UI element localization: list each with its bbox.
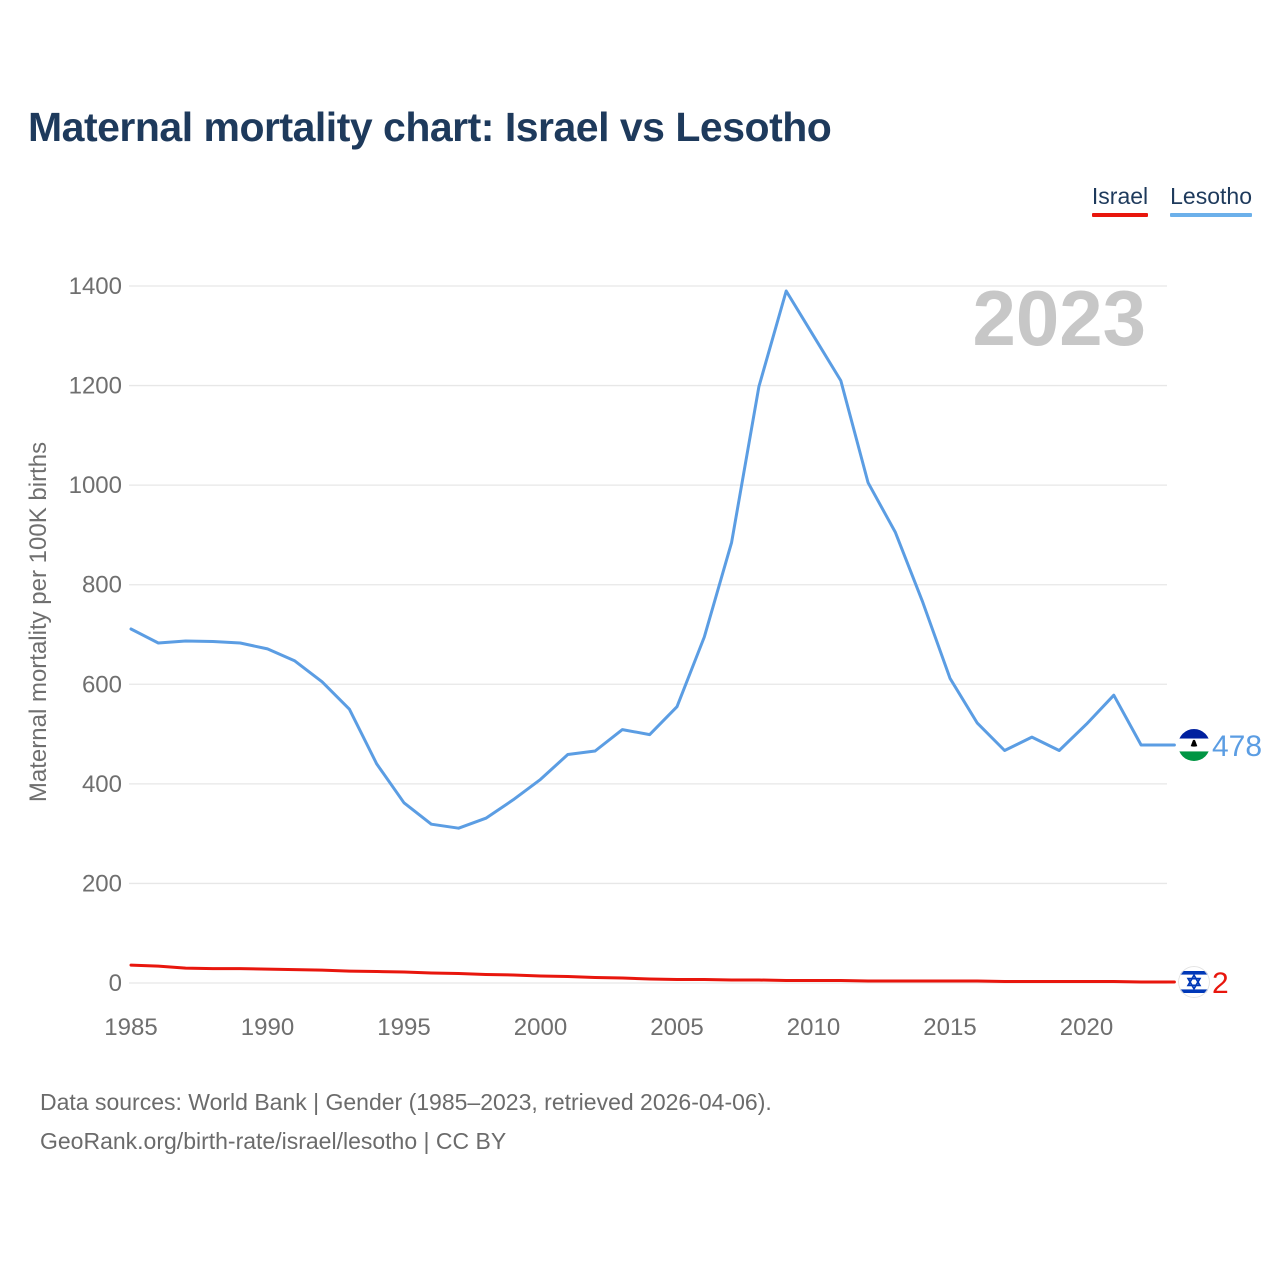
footer	[40, 1083, 772, 1161]
footer-attribution: GeoRank.org/birth-rate/israel/lesotho | CC BY	[40, 1128, 507, 1155]
y-tick-label: 600	[81, 671, 122, 699]
y-tick-label: 0	[108, 970, 122, 997]
y-tick-label: 400	[81, 770, 122, 798]
israel-flag-icon	[1178, 966, 1210, 998]
y-tick-label: 1200	[68, 372, 122, 400]
legend-label-lesotho: Lesotho	[1170, 183, 1252, 209]
x-tick-label: 1995	[377, 1014, 431, 1041]
x-tick-label: 2015	[923, 1014, 977, 1041]
y-tick-label: 1400	[68, 273, 122, 300]
x-tick-label: 2000	[513, 1014, 568, 1041]
footer-sources: Data sources: World Bank | Gender (1985–2023, retrieved 2026-04-06).	[40, 1089, 772, 1115]
x-tick-label: 2005	[650, 1014, 704, 1041]
x-tick-label: 2020	[1059, 1014, 1114, 1041]
y-tick-label: 200	[81, 870, 122, 898]
legend-label-israel: Israel	[1091, 183, 1149, 209]
x-tick-label: 2010	[786, 1014, 841, 1041]
y-axis-title: Maternal mortality per 100K births	[25, 441, 52, 803]
x-tick-label: 1985	[104, 1014, 158, 1041]
page-title: Maternal mortality chart: Israel vs Lesotho	[28, 104, 832, 150]
israel-end-value: 2	[1212, 967, 1229, 1001]
watermark-year: 2023	[972, 274, 1146, 362]
series-line-israel	[131, 965, 1174, 982]
lesotho-end-value: 478	[1212, 730, 1263, 764]
y-tick-label: 800	[81, 571, 122, 599]
series-line-lesotho	[131, 291, 1174, 828]
lesotho-flag-icon	[1178, 729, 1210, 761]
y-tick-label: 1000	[68, 472, 122, 500]
x-tick-label: 1990	[240, 1014, 295, 1041]
